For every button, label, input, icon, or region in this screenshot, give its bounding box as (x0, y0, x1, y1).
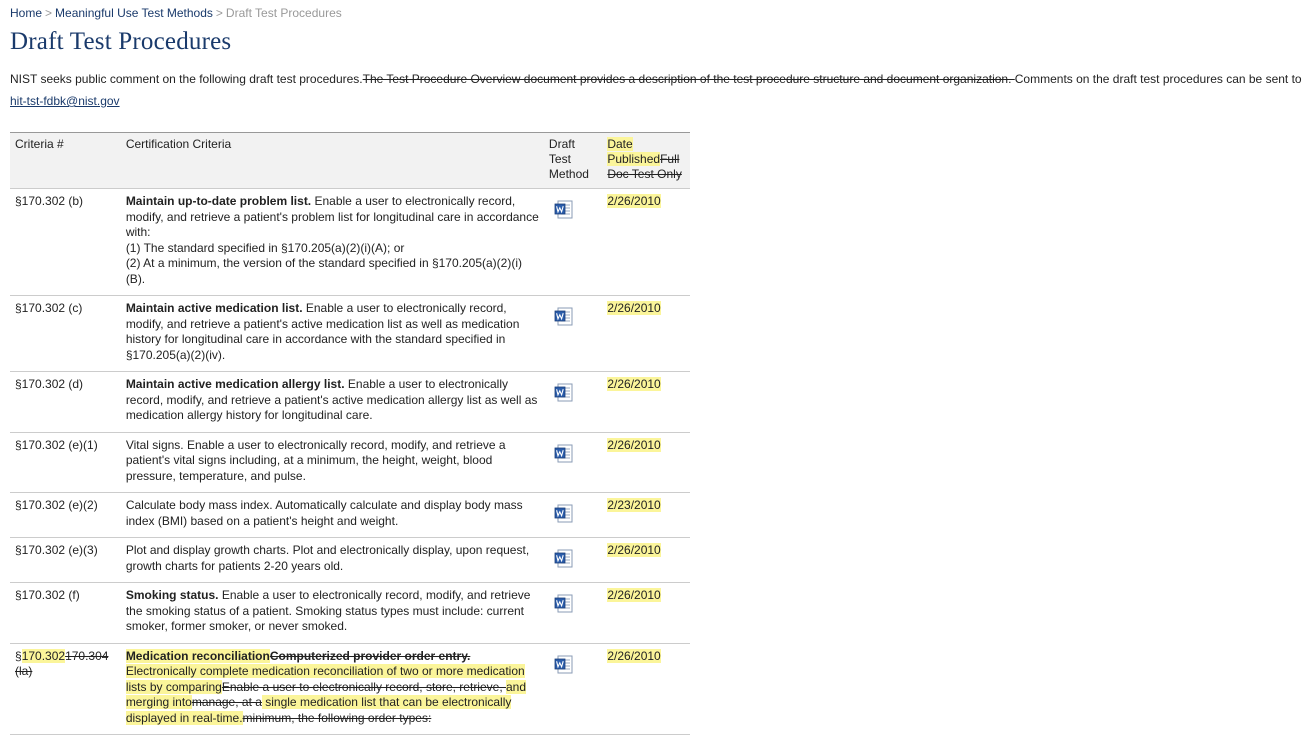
date-published (602, 493, 690, 538)
word-document-icon[interactable] (554, 504, 574, 524)
date-value: 2/26/2010 (607, 437, 661, 452)
table-header-row (10, 133, 690, 189)
criteria-number: §170.302 (e)(3) (10, 538, 121, 583)
draft-test-method-cell (544, 432, 602, 493)
date-published (602, 189, 690, 296)
word-document-icon[interactable] (554, 383, 574, 403)
date-value: 2/26/2010 (607, 194, 661, 208)
certification-criteria (121, 296, 544, 372)
criteria-text: single medication list that can be electronically displayed in real-time. (125, 695, 512, 725)
criteria-title: Smoking status. (125, 588, 219, 602)
word-document-icon[interactable] (554, 444, 574, 464)
word-document-icon[interactable] (554, 549, 574, 569)
date-published (602, 372, 690, 433)
date-value: 2/26/2010 (607, 588, 661, 602)
criteria-body: Enable a user to electronically record, modify, and retrieve a patient's problem list for longitudinal care in accordance with: (125, 194, 539, 239)
table-row (10, 583, 690, 644)
criteria-number: §170.302 (f) (10, 583, 121, 644)
certification-criteria (121, 583, 544, 644)
breadcrumb-current: Draft Test Procedures (225, 6, 342, 20)
criteria-body: Enable a user to electronically record, modify, and retrieve a patient's active medication allergy list as well as medication allergy history for longitudinal care. (125, 377, 538, 422)
breadcrumb (10, 0, 689, 22)
intro-paragraph (10, 68, 1302, 112)
header-certification-criteria: Certification Criteria (121, 133, 544, 189)
header-date-published (602, 133, 690, 189)
intro-text-start: NIST seeks public comment on the following draft test procedures. (10, 72, 363, 86)
word-document-icon[interactable] (554, 200, 574, 220)
criteria-suffix-struck: (la) (15, 664, 33, 678)
certification-criteria (121, 189, 544, 296)
criteria-number: §170.302 (e)(2) (10, 493, 121, 538)
breadcrumb-separator: > (45, 6, 53, 20)
criteria-number: §170.302 (d) (10, 372, 121, 433)
criteria-number: §170.302 (c) (10, 296, 121, 372)
feedback-email-link[interactable]: hit-tst-fdbk@nist.gov (10, 94, 120, 108)
date-published (602, 296, 690, 372)
certification-criteria: Calculate body mass index. Automatically calculate and display body mass index (BMI) based on a patient's height and weight. (121, 493, 544, 538)
test-procedures-table (10, 132, 690, 735)
criteria-line: (2) At a minimum, the version of the standard specified in §170.205(a)(2)(i)(B). (125, 256, 522, 286)
criteria-title: Maintain active medication allergy list. (125, 377, 345, 391)
table-row (10, 493, 690, 538)
table-row (10, 296, 690, 372)
criteria-text-struck: minimum, the following order types: (242, 710, 432, 725)
header-criteria: Criteria # (10, 133, 121, 189)
table-row (10, 189, 690, 296)
draft-test-method-cell (544, 583, 602, 644)
header-date-struck: Full Doc Test Only (607, 152, 682, 181)
certification-criteria (121, 372, 544, 433)
draft-test-method-cell (544, 538, 602, 583)
word-document-icon[interactable] (554, 655, 574, 675)
table-row (10, 372, 690, 433)
header-draft-test-method: Draft Test Method (544, 133, 602, 189)
criteria-line: (1) The standard specified in §170.205(a)(2)(i)(A); or (125, 240, 405, 255)
criteria-number (10, 643, 121, 735)
page-title: Draft Test Procedures (10, 28, 232, 55)
criteria-new: 170.302 (21, 648, 66, 663)
criteria-text: and merging into (125, 679, 527, 709)
certification-criteria: Vital signs. Enable a user to electronically record, modify, and retrieve a patient's vital signs including, at a minimum, the height, weight, blood pressure, temperature, and pulse. (121, 432, 544, 493)
criteria-body: Enable a user to electronically record, modify, and retrieve a patient's active medication list as well as medication history for longitudinal care in accordance with the standard specified in §170.205(a)(2)(iv). (125, 301, 520, 362)
table-row (10, 538, 690, 583)
criteria-title: Maintain up-to-date problem list. (125, 194, 312, 208)
date-published (602, 538, 690, 583)
date-value: 2/26/2010 (607, 377, 661, 391)
draft-test-method-cell (544, 643, 602, 735)
criteria-title-struck: Computerized provider order entry. (269, 648, 471, 663)
date-value: 2/26/2010 (607, 648, 661, 663)
criteria-text-struck: Enable a user to electronically record, store, retrieve, (221, 679, 506, 694)
draft-test-method-cell (544, 372, 602, 433)
certification-criteria: Plot and display growth charts. Plot and electronically display, upon request, growth charts for patients 2-20 years old. (121, 538, 544, 583)
breadcrumb-home-link[interactable]: Home (10, 6, 43, 20)
date-value: 2/26/2010 (607, 301, 661, 315)
table-row (10, 643, 690, 735)
header-date-new: Date Published (607, 137, 661, 166)
breadcrumb-section-link[interactable]: Meaningful Use Test Methods (55, 6, 213, 20)
criteria-body: Enable a user to electronically record, modify, and retrieve the smoking status of a patient. Smoking status types must include: current smoker, former smoker, or never smoked. (125, 588, 531, 633)
word-document-icon[interactable] (554, 307, 574, 327)
table-row (10, 432, 690, 493)
criteria-number: §170.302 (e)(1) (10, 432, 121, 493)
draft-test-method-cell (544, 493, 602, 538)
draft-test-method-cell (544, 189, 602, 296)
intro-struck-text: The Test Procedure Overview document provides a description of the test procedure structure and document organization. (362, 72, 1015, 86)
criteria-text: Electronically complete medication reconciliation of two or more medication lists by comparing (125, 664, 525, 694)
draft-test-method-cell (544, 296, 602, 372)
date-published (602, 583, 690, 644)
criteria-number: §170.302 (b) (10, 189, 121, 296)
date-published (602, 432, 690, 493)
date-value: 2/26/2010 (607, 543, 661, 557)
criteria-struck: 170.304 (65, 648, 109, 663)
criteria-text-struck: manage, at a (191, 695, 262, 709)
word-document-icon[interactable] (554, 594, 574, 614)
breadcrumb-separator: > (215, 6, 223, 20)
certification-criteria (121, 643, 544, 735)
criteria-title: Maintain active medication list. (125, 301, 303, 315)
date-value: 2/23/2010 (607, 498, 661, 512)
criteria-title-new: Medication reconciliation (125, 648, 270, 663)
intro-text-end: Comments on the draft test procedures can be sent to (1014, 72, 1302, 86)
criteria-prefix: § (15, 648, 22, 663)
date-published (602, 643, 690, 735)
